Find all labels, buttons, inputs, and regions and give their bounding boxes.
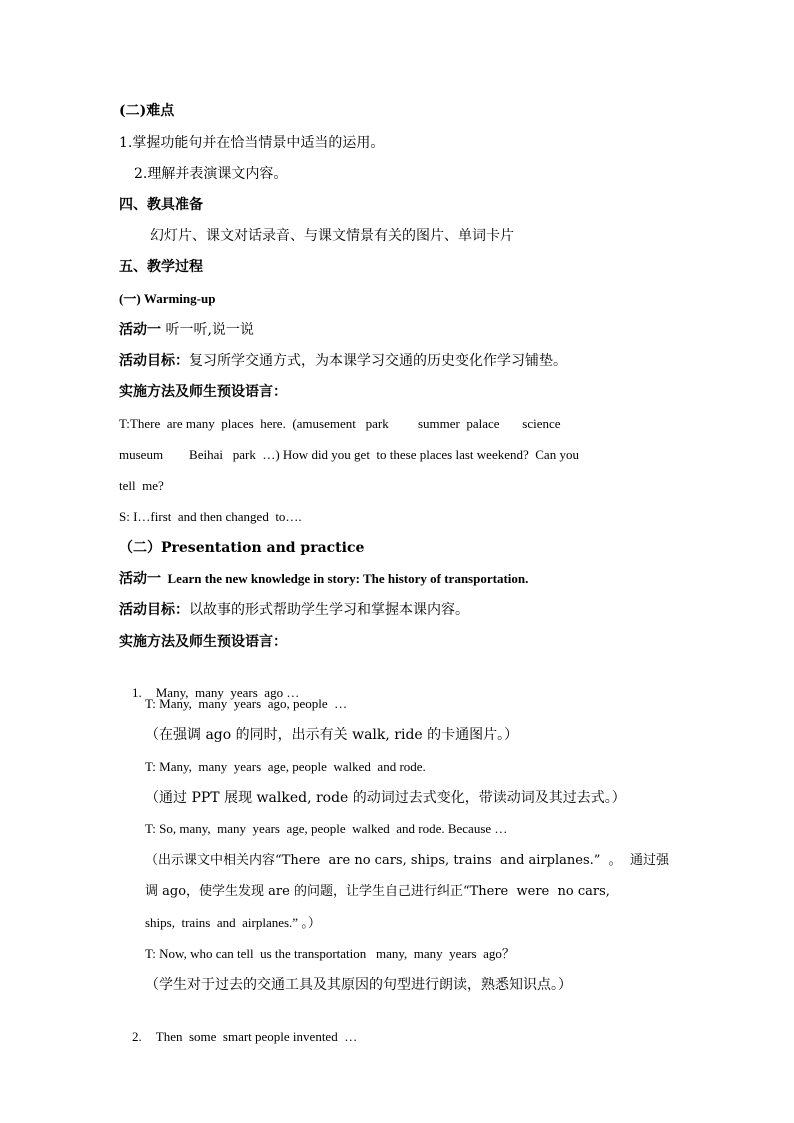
warmup-method-label: 实施方法及师生预设语言： bbox=[119, 384, 287, 400]
step-2-text: Then some smart people invented … bbox=[155, 1029, 358, 1044]
warmup-line-1: T:There are many places here. (amusement park summer palace science bbox=[119, 416, 561, 431]
warmup-line-2: museum Beihai park …) How did you get to these places last weekend? Can you bbox=[119, 447, 579, 462]
step1-line-5: T: So, many, many years age, people walked and rode. Because … bbox=[145, 821, 508, 836]
step1-line-2: （在强调 ago 的同时，出示有关 walk, ride 的卡通图片。） bbox=[145, 727, 519, 743]
difficulty-heading: (二)难点 bbox=[119, 103, 175, 119]
presentation-goal-label: 活动目标： bbox=[119, 602, 189, 618]
step1-line-8: ships, trains and airplanes.” 。） bbox=[145, 915, 321, 930]
warmup-heading: (一) Warming-up bbox=[119, 291, 216, 306]
presentation-goal-text: 以故事的形式帮助学生学习和掌握本课内容。 bbox=[189, 602, 469, 618]
warmup-activity-text: 听一听,说一说 bbox=[161, 322, 254, 338]
step-1-number: 1. bbox=[132, 685, 142, 700]
difficulty-item-2: 2.理解并表演课文内容。 bbox=[134, 166, 288, 182]
step-1-text: Many, many years ago … bbox=[155, 685, 300, 700]
prep-heading: 四、教具准备 bbox=[119, 197, 203, 213]
warmup-goal bbox=[119, 351, 567, 371]
warmup-line-4: S: I…first and then changed to…. bbox=[119, 509, 302, 524]
step-1 bbox=[119, 663, 299, 723]
step1-line-3: T: Many, many years age, people walked and rode. bbox=[145, 759, 426, 774]
step1-line-1: T: Many, many years ago, people … bbox=[145, 696, 348, 711]
prep-content: 幻灯片、课文对话录音、与课文情景有关的图片、单词卡片 bbox=[150, 228, 514, 244]
warmup-line-3: tell me? bbox=[119, 478, 164, 493]
presentation-method-label: 实施方法及师生预设语言： bbox=[119, 634, 287, 650]
presentation-activity-label: 活动一 bbox=[119, 571, 161, 587]
step-2-number: 2. bbox=[132, 1029, 142, 1044]
process-heading: 五、教学过程 bbox=[119, 259, 203, 275]
presentation-activity-text: Learn the new knowledge in story: The history of transportation. bbox=[161, 571, 529, 586]
presentation-goal bbox=[119, 600, 469, 620]
warmup-goal-label: 活动目标： bbox=[119, 353, 189, 369]
step-2 bbox=[119, 1007, 357, 1067]
step1-line-9: T: Now, who can tell us the transportation many, many years ago？ bbox=[145, 946, 515, 961]
warmup-goal-text: 复习所学交通方式，为本课学习交通的历史变化作学习铺垫。 bbox=[189, 353, 567, 369]
warmup-activity bbox=[119, 320, 254, 340]
presentation-activity bbox=[119, 569, 528, 589]
warmup-activity-label: 活动一 bbox=[119, 322, 161, 338]
step1-line-6: （出示课文中相关内容“There are no cars, ships, trains and airplanes.” 。 通过强 bbox=[145, 853, 669, 868]
step1-line-4: （通过 PPT 展现 walked, rode 的动词过去式变化，带读动词及其过去式。） bbox=[145, 790, 626, 806]
step1-line-10: （学生对于过去的交通工具及其原因的句型进行朗读，熟悉知识点。） bbox=[145, 977, 572, 993]
presentation-heading: （二）Presentation and practice bbox=[119, 540, 365, 556]
step1-line-7: 调 ago，使学生发现 are 的问题，让学生自己进行纠正“There were no cars, bbox=[145, 884, 610, 899]
difficulty-item-1: 1.掌握功能句并在恰当情景中适当的运用。 bbox=[119, 135, 385, 151]
